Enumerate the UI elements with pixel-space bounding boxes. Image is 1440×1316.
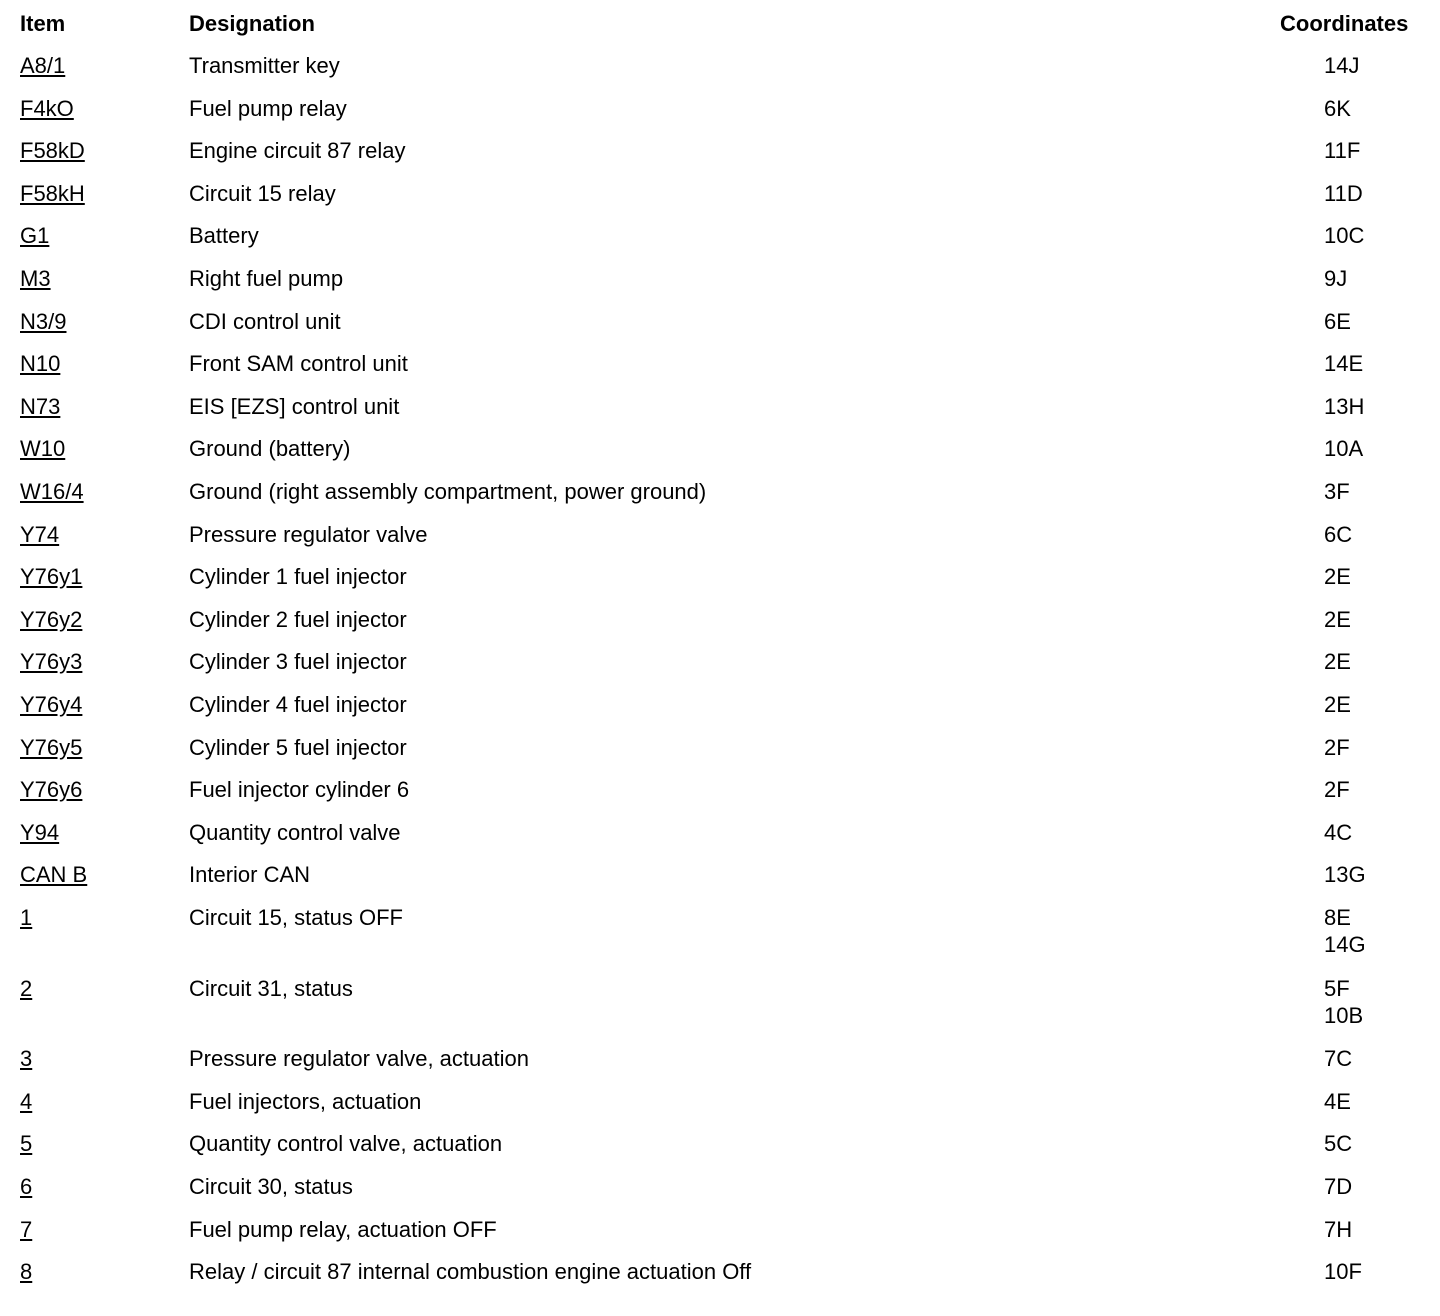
coordinates-cell: [1324, 861, 1366, 888]
table-row: [0, 472, 1440, 515]
table-row: [0, 855, 1440, 898]
coordinate-value: 5C: [1324, 1131, 1353, 1157]
item-link[interactable]: Y74: [20, 521, 60, 547]
item-link[interactable]: Y76y5: [20, 734, 83, 760]
table-row: [0, 685, 1440, 728]
table-row: [0, 1167, 1440, 1210]
coordinate-value: 13G: [1324, 862, 1366, 888]
designation-text: Pressure regulator valve, actuation: [189, 1046, 529, 1072]
coordinates-cell: [1324, 137, 1360, 164]
coordinates-cell: [1324, 1173, 1352, 1200]
item-link[interactable]: Y76y1: [20, 564, 83, 590]
coordinate-value: 2F: [1324, 734, 1350, 760]
coordinate-value: 6E: [1324, 308, 1351, 334]
table-row: [0, 344, 1440, 387]
item-link[interactable]: Y76y2: [20, 606, 83, 632]
coordinates-cell: [1324, 734, 1350, 761]
designation-text: Cylinder 3 fuel injector: [189, 649, 407, 675]
coordinate-value: 11F: [1324, 138, 1361, 164]
coordinates-cell: [1324, 95, 1351, 122]
coordinates-cell: [1324, 606, 1351, 633]
coordinate-value: 9J: [1324, 265, 1348, 291]
coordinates-cell: [1324, 1130, 1352, 1157]
coordinates-cell: [1324, 904, 1366, 958]
table-row: [0, 174, 1440, 217]
coordinates-cell: [1324, 1216, 1352, 1243]
coordinate-value: 4C: [1324, 819, 1353, 845]
item-link[interactable]: Y76y4: [20, 691, 83, 717]
coordinates-cell: [1324, 1088, 1351, 1115]
table-row: [0, 429, 1440, 472]
coordinates-cell: [1324, 308, 1351, 335]
coordinate-value: 2E: [1324, 691, 1351, 717]
item-link[interactable]: F4kO: [20, 95, 74, 121]
coordinate-value: 13H: [1324, 393, 1365, 419]
coordinates-cell: [1324, 478, 1350, 505]
coordinates-cell: [1324, 975, 1363, 1029]
item-link[interactable]: F58kH: [20, 180, 85, 206]
item-link[interactable]: W16/4: [20, 478, 84, 504]
item-link[interactable]: 5: [20, 1131, 33, 1157]
table-row: [0, 557, 1440, 600]
designation-text: Engine circuit 87 relay: [189, 138, 406, 164]
designation-text: Right fuel pump: [189, 265, 344, 291]
designation-text: Relay / circuit 87 internal combustion engine actuation Off: [189, 1259, 752, 1285]
table-row: [0, 1082, 1440, 1125]
table-row: [0, 46, 1440, 89]
coordinates-cell: [1324, 521, 1352, 548]
designation-text: Ground (battery): [189, 436, 351, 462]
designation-text: Transmitter key: [189, 53, 340, 78]
designation-text: Fuel pump relay, actuation OFF: [189, 1216, 497, 1242]
coordinates-cell: [1324, 180, 1363, 207]
coordinate-value: 4E: [1324, 1088, 1351, 1114]
item-link[interactable]: N3/9: [20, 308, 67, 334]
designation-text: Pressure regulator valve: [189, 521, 428, 547]
table-row: [0, 89, 1440, 132]
item-link[interactable]: A8/1: [20, 53, 66, 78]
designation-text: Cylinder 4 fuel injector: [189, 691, 407, 717]
designation-text: Cylinder 1 fuel injector: [189, 564, 407, 590]
designation-text: Battery: [189, 223, 259, 249]
designation-text: Fuel injector cylinder 6: [189, 777, 410, 803]
coordinates-cell: [1324, 1258, 1362, 1285]
coordinate-value: 11D: [1324, 180, 1363, 206]
coordinate-value: 10C: [1324, 223, 1365, 249]
table-row: [0, 728, 1440, 771]
item-link[interactable]: 1: [20, 904, 33, 930]
table-row: [0, 1210, 1440, 1253]
table-row: [0, 600, 1440, 643]
header-coordinates: Coordinates: [1280, 11, 1409, 36]
coordinate-value: 7C: [1324, 1046, 1353, 1072]
header-designation: Designation: [189, 11, 315, 36]
item-link[interactable]: Y94: [20, 819, 60, 845]
coordinate-value: 3F: [1324, 478, 1350, 504]
coordinate-value: 14J: [1324, 53, 1360, 78]
designation-text: Circuit 30, status: [189, 1174, 353, 1200]
designation-text: Circuit 15 relay: [189, 180, 336, 206]
table-header: [0, 8, 1440, 40]
coordinates-cell: [1324, 776, 1350, 803]
item-link[interactable]: N10: [20, 351, 61, 377]
item-link[interactable]: 2: [20, 975, 33, 1001]
designation-text: Cylinder 5 fuel injector: [189, 734, 407, 760]
table-row: [0, 969, 1440, 1040]
table-row: [0, 1252, 1440, 1295]
designation-text: EIS [EZS] control unit: [189, 393, 400, 419]
table-row: [0, 1124, 1440, 1167]
coordinate-value: 2E: [1324, 649, 1351, 675]
table-row: [0, 642, 1440, 685]
coordinates-cell: [1324, 691, 1351, 718]
coordinates-cell: [1324, 563, 1351, 590]
table-row: [0, 387, 1440, 430]
designation-text: Ground (right assembly compartment, power ground): [189, 478, 707, 504]
coordinate-value: 7H: [1324, 1216, 1353, 1242]
header-item: Item: [20, 11, 66, 36]
coordinate-value: 2E: [1324, 606, 1351, 632]
table-row: [0, 259, 1440, 302]
item-link[interactable]: 7: [20, 1216, 33, 1242]
coordinate-value: 10F: [1324, 1259, 1362, 1285]
designation-text: Circuit 31, status: [189, 975, 353, 1001]
coordinates-cell: [1324, 265, 1347, 292]
table-row: [0, 216, 1440, 259]
coordinates-cell: [1324, 52, 1359, 79]
item-link[interactable]: CAN B: [20, 862, 88, 888]
item-link[interactable]: 6: [20, 1174, 33, 1200]
table-row: [0, 813, 1440, 856]
coordinate-value: 10B: [1324, 1002, 1364, 1028]
item-link[interactable]: M3: [20, 265, 51, 291]
coordinates-cell: [1324, 1045, 1352, 1072]
table-body: [0, 46, 1440, 1295]
designation-text: Front SAM control unit: [189, 351, 408, 377]
coordinate-value: 5F: [1324, 975, 1350, 1001]
designation-text: Quantity control valve, actuation: [189, 1131, 503, 1157]
designation-text: Interior CAN: [189, 862, 311, 888]
table-row: [0, 770, 1440, 813]
designation-text: Cylinder 2 fuel injector: [189, 606, 407, 632]
designation-text: Quantity control valve: [189, 819, 401, 845]
table-row: [0, 302, 1440, 345]
coordinate-value: 6C: [1324, 521, 1353, 547]
item-link[interactable]: F58kD: [20, 138, 85, 164]
table-row: [0, 131, 1440, 174]
item-link[interactable]: W10: [20, 436, 66, 462]
coordinate-value: 8E: [1324, 904, 1351, 930]
coordinate-value: 14E: [1324, 351, 1364, 377]
coordinate-value: 14G: [1324, 931, 1366, 957]
coordinate-value: 2E: [1324, 564, 1351, 590]
designation-text: CDI control unit: [189, 308, 341, 334]
item-link[interactable]: 3: [20, 1046, 33, 1072]
item-link[interactable]: Y76y3: [20, 649, 83, 675]
designation-text: Fuel pump relay: [189, 95, 347, 121]
coordinates-cell: [1324, 222, 1364, 249]
coordinate-value: 7D: [1324, 1174, 1353, 1200]
coordinate-value: 10A: [1324, 436, 1364, 462]
designation-text: Circuit 15, status OFF: [189, 904, 403, 930]
coordinates-cell: [1324, 819, 1352, 846]
item-link[interactable]: Y76y6: [20, 777, 83, 803]
coordinates-cell: [1324, 350, 1363, 377]
coordinate-value: 6K: [1324, 95, 1351, 121]
item-link[interactable]: G1: [20, 223, 50, 249]
coordinates-cell: [1324, 435, 1363, 462]
item-link[interactable]: 8: [20, 1259, 33, 1285]
table-row: [0, 515, 1440, 558]
item-link[interactable]: 4: [20, 1088, 33, 1114]
coordinate-value: 2F: [1324, 777, 1350, 803]
coordinates-cell: [1324, 393, 1364, 420]
table-row: [0, 1039, 1440, 1082]
designation-text: Fuel injectors, actuation: [189, 1088, 422, 1114]
item-link[interactable]: N73: [20, 393, 61, 419]
table-row: [0, 898, 1440, 969]
coordinates-cell: [1324, 648, 1351, 675]
